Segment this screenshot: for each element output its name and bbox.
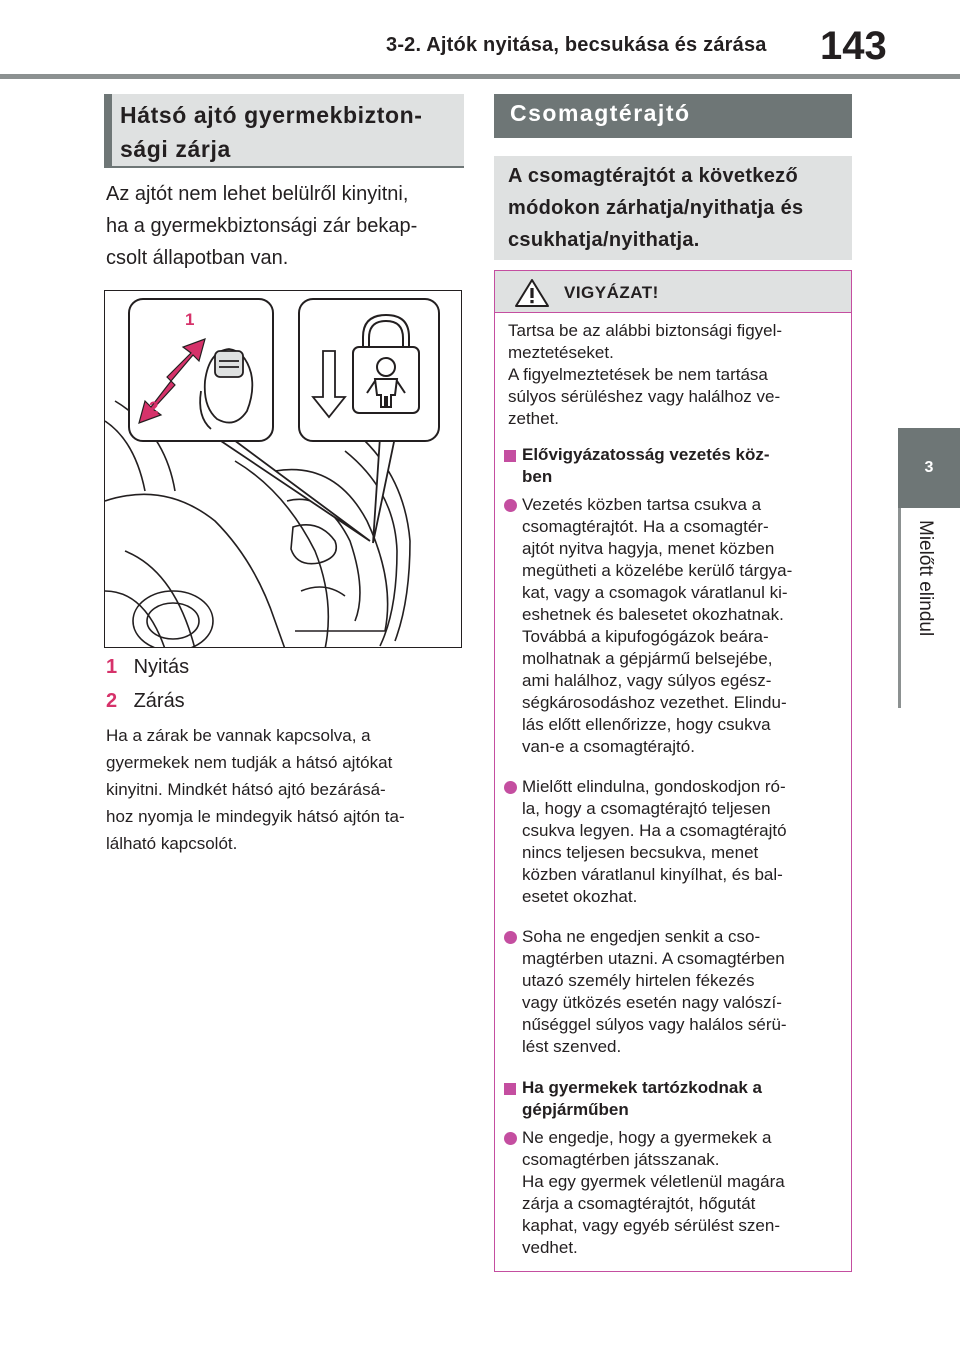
section-square-icon [504, 450, 516, 462]
section-square-icon [504, 1083, 516, 1095]
chapter-tab [898, 428, 960, 508]
bullet-line: vedhet. [522, 1238, 578, 1257]
chapter-label-wrap [912, 520, 936, 660]
bullet-line: nűséggel súlyos vagy halálos sérü- [522, 1015, 787, 1034]
figure-label-2: 2 [149, 398, 159, 417]
bullet-dot-icon [504, 499, 517, 512]
warning-bullet-4 [522, 1127, 842, 1259]
bullet-line: Továbbá a kipufogógázok beára- [522, 627, 769, 646]
paragraph-line: csolt állapotban van. [106, 247, 289, 269]
warning-intro-line: zethet. [508, 409, 560, 428]
figure-label-1: 1 [185, 310, 195, 329]
bullet-line: van-e a csomagtérajtó. [522, 737, 695, 756]
legend-number: 1 [106, 656, 118, 678]
legend-item-close [106, 690, 185, 713]
bullet-line: csomagtérben játsszanak. [522, 1150, 720, 1169]
bullet-line: Soha ne engedjen senkit a cso- [522, 927, 761, 946]
bullet-line: ami halálhoz, vagy súlyos egész- [522, 671, 772, 690]
section-title-line: gépjárműben [522, 1100, 629, 1119]
section-title-line: ben [522, 467, 553, 486]
warning-section-children [522, 1077, 842, 1121]
trunk-heading-text: Csomagtérajtó [510, 100, 691, 126]
warning-intro-line: Tartsa be az alábbi biztonsági figyel- [508, 321, 783, 340]
bullet-line: ajtót nyitva hagyja, menet közben [522, 539, 775, 558]
section-title-line: Ha gyermekek tartózkodnak a [522, 1078, 762, 1097]
warning-bullet-3 [522, 926, 842, 1058]
legend-text: Nyitás [133, 656, 190, 678]
bullet-dot-icon [504, 931, 517, 944]
chapter-label: Mielőtt elindul [915, 520, 936, 637]
bullet-line: csomagtérajtót. Ha a csomagtér- [522, 517, 769, 536]
bullet-line: közben váratlanul kinyílhat, és bal- [522, 865, 783, 884]
subheading-line: csukhatja/nyithatja. [508, 229, 700, 251]
bullet-line: la, hogy a csomagtérajtó teljesen [522, 799, 771, 818]
chapter-number: 3 [924, 459, 934, 476]
bullet-line: utazó személy hirtelen fékezés [522, 971, 755, 990]
trunk-subheading [508, 160, 848, 256]
bullet-line: Ha egy gyermek véletlenül magára [522, 1172, 785, 1191]
bullet-line: nincs teljesen becsukva, menet [522, 843, 759, 862]
section-title-line: Elővigyázatosság vezetés köz- [522, 445, 770, 464]
chapter-rule [898, 508, 901, 708]
bullet-line: molhatnak a gépjármű belsejébe, [522, 649, 773, 668]
header-rule [0, 74, 960, 79]
paragraph-line: ha a gyermekbiztonsági zár bekap- [106, 215, 418, 237]
note-line: Ha a zárak be vannak kapcsolva, a [106, 726, 371, 745]
note-line: lálható kapcsolót. [106, 834, 238, 853]
bullet-line: kat, vagy a csomagok váratlanul ki- [522, 583, 788, 602]
warning-intro [508, 320, 844, 430]
warning-bullet-1 [522, 494, 842, 758]
bullet-line: csukva legyen. Ha a csomagtérajtó [522, 821, 787, 840]
bullet-line: zárja a csomagtérajtót, hőgutát [522, 1194, 756, 1213]
bullet-line: lás előtt ellenőrizze, hogy csukva [522, 715, 771, 734]
note-line: kinyitni. Mindkét hátsó ajtó bezárásá- [106, 780, 386, 799]
bullet-line: Vezetés közben tartsa csukva a [522, 495, 762, 514]
heading-line: Hátsó ajtó gyermekbizton- [120, 102, 423, 128]
warning-title: VIGYÁZAT! [564, 283, 659, 302]
paragraph-line: Az ajtót nem lehet belülről kinyitni, [106, 183, 409, 205]
bullet-line: magtérben utazni. A csomagtérben [522, 949, 785, 968]
warning-bullet-2 [522, 776, 842, 908]
note-line: hoz nyomja le mindegyik hátsó ajtón ta- [106, 807, 405, 826]
legend-item-open [106, 656, 189, 679]
door-illustration-svg [105, 291, 462, 648]
bullet-line: kaphat, vagy egyéb sérülést szen- [522, 1216, 780, 1235]
warning-intro-line: meztetéseket. [508, 343, 614, 362]
bullet-line: Ne engedje, hogy a gyermekek a [522, 1128, 772, 1147]
subheading-line: A csomagtérajtót a következő [508, 165, 798, 187]
legend-number: 2 [106, 690, 118, 712]
warning-triangle-icon [514, 278, 550, 308]
warning-intro-line: A figyelmeztetések be nem tartása [508, 365, 768, 384]
warning-section-driving [522, 444, 842, 488]
bullet-line: eshetnek és balesetet okozhatnak. [522, 605, 784, 624]
bullet-line: lést szenved. [522, 1037, 622, 1056]
bullet-line: ségkárosodáshoz vezethet. Elindu- [522, 693, 787, 712]
page-number: 143 [820, 24, 887, 68]
running-header-title: 3-2. Ajtók nyitása, becsukása és zárása [386, 34, 767, 56]
bullet-dot-icon [504, 781, 517, 794]
bullet-line: Mielőtt elindulna, gondoskodjon ró- [522, 777, 786, 796]
bullet-line: esetet okozhat. [522, 887, 638, 906]
warning-intro-line: súlyos sérüléshez vagy halálhoz ve- [508, 387, 781, 406]
child-lock-illustration [104, 290, 462, 648]
bullet-line: vagy ütközés esetén nagy valószí- [522, 993, 782, 1012]
bullet-dot-icon [504, 1132, 517, 1145]
section-heading-trunk [494, 94, 852, 138]
note-line: gyermekek nem tudják a hátsó ajtókat [106, 753, 393, 772]
legend-text: Zárás [133, 690, 185, 712]
bullet-line: megütheti a közelébe kerülő tárgya- [522, 561, 793, 580]
child-lock-note [106, 722, 466, 857]
subheading-line: módokon zárhatja/nyithatja és [508, 197, 804, 219]
child-lock-paragraph [106, 178, 466, 274]
section-heading-child-lock [120, 98, 460, 166]
heading-line: sági zárja [120, 136, 231, 162]
